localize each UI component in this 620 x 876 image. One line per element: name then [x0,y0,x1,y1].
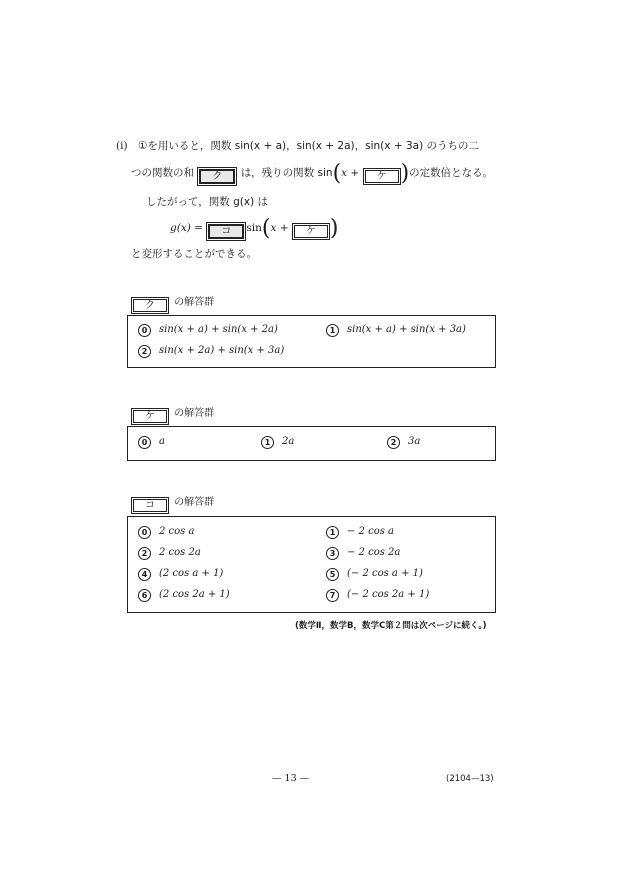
choice-ko-6[interactable] [138,588,230,602]
choice-number: 2 [138,345,151,358]
choice-ko-3[interactable] [326,546,400,560]
choice-number: 0 [138,324,151,337]
eq-close-paren: ) [329,216,339,241]
page-number: — 13 — [272,773,310,784]
choice-ko-5[interactable] [326,567,423,581]
eq-sin: sin [246,222,262,234]
choice-number: 2 [387,436,400,449]
group-suffix-ku: の解答群 [174,297,215,308]
line2-part-c: x + [341,167,360,179]
group-label-box-ko [131,497,169,514]
choice-text: sin(x + a) + sin(x + 3a) [347,324,466,335]
problem-line-3: したがって，関数 g(x) は [146,196,269,208]
answer-box-ku[interactable] [197,167,237,186]
group-suffix-ko: の解答群 [174,497,215,508]
eq-open-paren: ( [261,216,271,241]
choice-ku-2[interactable] [138,344,284,358]
answer-box-ku-label: ク [199,169,235,184]
group-header-ke [131,401,214,425]
choice-number: 3 [326,547,339,560]
choice-number: 6 [138,589,151,602]
part-label-text: (i) [116,140,128,152]
choice-number: 5 [326,568,339,581]
choice-text: (− 2 cos 2a + 1) [347,589,430,600]
line2-part-d: の定数倍となる。 [409,167,494,179]
group-label-ke: ケ [133,410,167,423]
choice-ko-1[interactable] [326,525,394,539]
choice-number: 1 [261,436,274,449]
choice-text: − 2 cos a [347,526,394,537]
choice-number: 1 [326,324,339,337]
choice-text: (2 cos 2a + 1) [159,589,230,600]
choice-number: 0 [138,526,151,539]
choice-ko-0[interactable] [138,525,194,539]
choice-text: − 2 cos 2a [347,547,401,558]
answer-box-ko[interactable] [206,222,246,241]
choice-text: (− 2 cos a + 1) [347,568,423,579]
group-header-ko [131,490,214,514]
choice-text: 3a [408,436,421,447]
choice-number: 2 [138,547,151,560]
choice-number: 4 [138,568,151,581]
group-label-box-ku [131,297,169,314]
equation-line [170,216,339,241]
choice-ko-2[interactable] [138,546,201,560]
choice-ke-1[interactable] [261,435,294,449]
choice-number: 7 [326,589,339,602]
eq-x: x + [270,222,289,234]
choice-text: (2 cos a + 1) [159,568,224,579]
problem-line-2 [131,161,494,186]
problem-line-5: と変形することができる。 [131,248,257,260]
group-label-ko: コ [133,499,167,512]
choice-ko-4[interactable] [138,567,223,581]
answer-box-ke[interactable] [363,168,401,185]
answer-box-ke-2-label: ケ [294,225,328,238]
choice-ke-2[interactable] [387,435,420,449]
group-header-ku [131,290,214,314]
choice-text: 2a [282,436,295,447]
part-label [116,139,128,153]
line2-part-b: は，残りの関数 sin [240,167,333,179]
choice-ku-0[interactable] [138,323,278,337]
answer-box-ke-2[interactable] [292,223,330,240]
choice-text: 2 cos a [159,526,195,537]
open-paren: ( [332,161,342,186]
choice-ku-1[interactable] [326,323,466,337]
choice-number: 1 [326,526,339,539]
close-paren: ) [400,161,410,186]
answer-box-ke-label: ケ [365,170,399,183]
choice-text: sin(x + 2a) + sin(x + 3a) [159,345,285,356]
choice-text: sin(x + a) + sin(x + 2a) [159,324,278,335]
choice-ko-7[interactable] [326,588,429,602]
choice-number: 0 [138,436,151,449]
eq-lhs: g(x) = [170,222,203,234]
choices-frame-ke [127,426,496,461]
page-code: (2104—13) [446,774,494,784]
continue-note: (数学Ⅱ，数学B，数学C第２問は次ページに続く。) [295,621,487,631]
line2-part-a: つの関数の和 [131,167,194,179]
choice-text: a [159,436,165,447]
problem-line-1: ①を用いると，関数 sin(x + a)，sin(x + 2a)，sin(x + 3a) のうちの二 [138,140,480,152]
group-label-box-ke [131,408,169,425]
group-label-ku: ク [133,299,167,312]
choice-text: 2 cos 2a [159,547,201,558]
answer-box-ko-label: コ [208,224,244,239]
group-suffix-ke: の解答群 [174,408,215,419]
choice-ke-0[interactable] [138,435,165,449]
